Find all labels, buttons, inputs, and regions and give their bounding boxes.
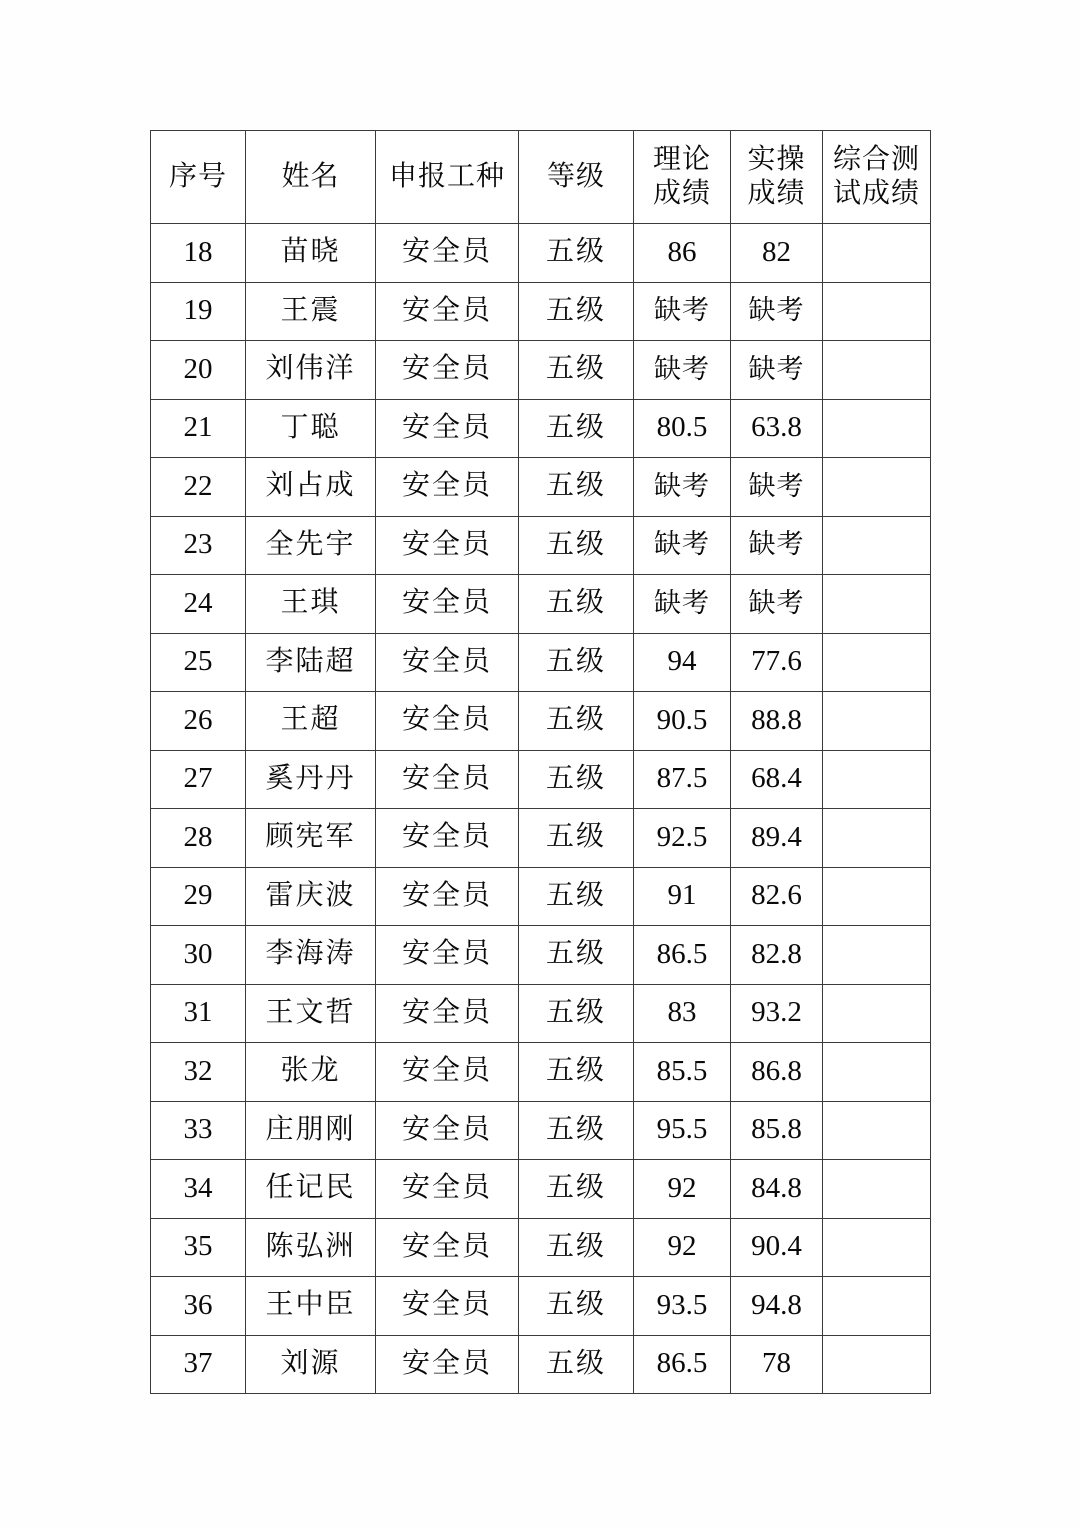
cell-level: 五级: [519, 633, 634, 692]
cell-comp: [823, 1335, 931, 1394]
column-header-practice-line: 实操: [747, 143, 806, 175]
cell-job: 安全员: [376, 341, 519, 400]
cell-job: 安全员: [376, 1043, 519, 1102]
cell-seq: 26: [151, 692, 246, 751]
cell-theory: 95.5: [634, 1101, 731, 1160]
cell-name: 张龙: [246, 1043, 376, 1102]
cell-job: 安全员: [376, 750, 519, 809]
cell-theory: 缺考: [634, 341, 731, 400]
column-header-practice-line: 成绩: [747, 178, 806, 209]
cell-comp: [823, 1043, 931, 1102]
cell-comp: [823, 926, 931, 985]
cell-level: 五级: [519, 1277, 634, 1336]
table-row: [151, 1043, 931, 1102]
column-header-seq: [151, 131, 246, 224]
cell-name: 全先宇: [246, 516, 376, 575]
cell-job: 安全员: [376, 1101, 519, 1160]
column-header-theory-line: 理论: [652, 143, 711, 175]
cell-level: 五级: [519, 1101, 634, 1160]
cell-comp: [823, 1277, 931, 1336]
cell-name: 王超: [246, 692, 376, 751]
column-header-name: [246, 131, 376, 224]
cell-level: 五级: [519, 458, 634, 517]
cell-seq: 19: [151, 282, 246, 341]
cell-practice: 94.8: [731, 1277, 823, 1336]
cell-job: 安全员: [376, 282, 519, 341]
column-header-level-line: 等级: [546, 160, 605, 192]
cell-theory: 缺考: [634, 516, 731, 575]
cell-name: 苗晓: [246, 224, 376, 283]
cell-job: 安全员: [376, 1218, 519, 1277]
cell-level: 五级: [519, 926, 634, 985]
table-row: [151, 926, 931, 985]
cell-comp: [823, 516, 931, 575]
cell-comp: [823, 633, 931, 692]
cell-practice: 88.8: [731, 692, 823, 751]
cell-theory: 94: [634, 633, 731, 692]
table-row: [151, 867, 931, 926]
cell-seq: 31: [151, 984, 246, 1043]
cell-comp: [823, 1160, 931, 1219]
cell-seq: 20: [151, 341, 246, 400]
cell-seq: 22: [151, 458, 246, 517]
cell-name: 庄朋刚: [246, 1101, 376, 1160]
cell-theory: 86.5: [634, 926, 731, 985]
cell-level: 五级: [519, 809, 634, 868]
cell-theory: 80.5: [634, 399, 731, 458]
cell-level: 五级: [519, 1335, 634, 1394]
table-row: [151, 692, 931, 751]
cell-job: 安全员: [376, 633, 519, 692]
table-row: [151, 1160, 931, 1219]
cell-level: 五级: [519, 692, 634, 751]
column-header-practice: [731, 131, 823, 224]
cell-level: 五级: [519, 224, 634, 283]
cell-seq: 35: [151, 1218, 246, 1277]
cell-job: 安全员: [376, 984, 519, 1043]
cell-comp: [823, 1218, 931, 1277]
cell-level: 五级: [519, 1043, 634, 1102]
cell-job: 安全员: [376, 867, 519, 926]
table-row: [151, 516, 931, 575]
table-row: [151, 1101, 931, 1160]
cell-theory: 91: [634, 867, 731, 926]
cell-comp: [823, 867, 931, 926]
cell-job: 安全员: [376, 1277, 519, 1336]
cell-level: 五级: [519, 750, 634, 809]
table-row: [151, 1277, 931, 1336]
cell-seq: 34: [151, 1160, 246, 1219]
cell-name: 雷庆波: [246, 867, 376, 926]
table-row: [151, 575, 931, 634]
cell-name: 王琪: [246, 575, 376, 634]
cell-theory: 83: [634, 984, 731, 1043]
cell-theory: 87.5: [634, 750, 731, 809]
cell-theory: 92: [634, 1218, 731, 1277]
cell-practice: 缺考: [731, 516, 823, 575]
cell-practice: 85.8: [731, 1101, 823, 1160]
cell-name: 丁聪: [246, 399, 376, 458]
column-header-comp-line: 综合测: [832, 143, 920, 175]
cell-job: 安全员: [376, 1160, 519, 1219]
column-header-job-line: 申报工种: [388, 160, 505, 192]
cell-theory: 缺考: [634, 282, 731, 341]
cell-comp: [823, 282, 931, 341]
cell-job: 安全员: [376, 575, 519, 634]
cell-comp: [823, 575, 931, 634]
cell-comp: [823, 458, 931, 517]
cell-job: 安全员: [376, 458, 519, 517]
cell-seq: 30: [151, 926, 246, 985]
cell-level: 五级: [519, 516, 634, 575]
cell-theory: 缺考: [634, 458, 731, 517]
column-header-name-line: 姓名: [281, 160, 340, 192]
score-table-container: [150, 130, 930, 1394]
cell-seq: 27: [151, 750, 246, 809]
column-header-theory-line: 成绩: [652, 178, 711, 209]
cell-name: 王中臣: [246, 1277, 376, 1336]
cell-name: 刘占成: [246, 458, 376, 517]
cell-job: 安全员: [376, 399, 519, 458]
cell-theory: 90.5: [634, 692, 731, 751]
cell-name: 刘伟洋: [246, 341, 376, 400]
table-row: [151, 224, 931, 283]
table-row: [151, 341, 931, 400]
cell-seq: 37: [151, 1335, 246, 1394]
cell-seq: 29: [151, 867, 246, 926]
cell-job: 安全员: [376, 224, 519, 283]
cell-name: 李海涛: [246, 926, 376, 985]
cell-name: 刘源: [246, 1335, 376, 1394]
cell-level: 五级: [519, 282, 634, 341]
header-row: [151, 131, 931, 224]
cell-job: 安全员: [376, 809, 519, 868]
table-row: [151, 809, 931, 868]
cell-seq: 32: [151, 1043, 246, 1102]
cell-name: 任记民: [246, 1160, 376, 1219]
cell-practice: 68.4: [731, 750, 823, 809]
table-row: [151, 1218, 931, 1277]
table-row: [151, 750, 931, 809]
cell-name: 王震: [246, 282, 376, 341]
cell-theory: 86.5: [634, 1335, 731, 1394]
cell-theory: 93.5: [634, 1277, 731, 1336]
cell-theory: 92.5: [634, 809, 731, 868]
cell-seq: 18: [151, 224, 246, 283]
cell-comp: [823, 692, 931, 751]
cell-practice: 缺考: [731, 282, 823, 341]
cell-comp: [823, 399, 931, 458]
column-header-level: [519, 131, 634, 224]
cell-comp: [823, 984, 931, 1043]
cell-level: 五级: [519, 341, 634, 400]
cell-level: 五级: [519, 867, 634, 926]
cell-practice: 82.8: [731, 926, 823, 985]
cell-job: 安全员: [376, 1335, 519, 1394]
table-header: [151, 131, 931, 224]
cell-practice: 82: [731, 224, 823, 283]
cell-comp: [823, 341, 931, 400]
table-row: [151, 1335, 931, 1394]
cell-practice: 77.6: [731, 633, 823, 692]
table-body: [151, 224, 931, 1394]
column-header-comp: [823, 131, 931, 224]
cell-name: 顾宪军: [246, 809, 376, 868]
cell-comp: [823, 809, 931, 868]
column-header-theory: [634, 131, 731, 224]
cell-seq: 23: [151, 516, 246, 575]
cell-practice: 78: [731, 1335, 823, 1394]
cell-comp: [823, 224, 931, 283]
table-row: [151, 458, 931, 517]
cell-seq: 24: [151, 575, 246, 634]
cell-theory: 92: [634, 1160, 731, 1219]
cell-seq: 25: [151, 633, 246, 692]
cell-name: 陈弘洲: [246, 1218, 376, 1277]
cell-job: 安全员: [376, 516, 519, 575]
cell-seq: 33: [151, 1101, 246, 1160]
cell-level: 五级: [519, 984, 634, 1043]
score-table: [150, 130, 931, 1394]
column-header-comp-line: 试成绩: [832, 178, 920, 209]
cell-level: 五级: [519, 399, 634, 458]
cell-job: 安全员: [376, 692, 519, 751]
cell-level: 五级: [519, 1160, 634, 1219]
cell-theory: 85.5: [634, 1043, 731, 1102]
cell-practice: 缺考: [731, 341, 823, 400]
cell-level: 五级: [519, 1218, 634, 1277]
cell-seq: 21: [151, 399, 246, 458]
cell-practice: 89.4: [731, 809, 823, 868]
cell-practice: 90.4: [731, 1218, 823, 1277]
table-row: [151, 399, 931, 458]
cell-job: 安全员: [376, 926, 519, 985]
cell-comp: [823, 1101, 931, 1160]
cell-theory: 86: [634, 224, 731, 283]
cell-practice: 63.8: [731, 399, 823, 458]
cell-seq: 36: [151, 1277, 246, 1336]
cell-name: 奚丹丹: [246, 750, 376, 809]
cell-comp: [823, 750, 931, 809]
cell-practice: 86.8: [731, 1043, 823, 1102]
cell-level: 五级: [519, 575, 634, 634]
cell-practice: 93.2: [731, 984, 823, 1043]
table-row: [151, 633, 931, 692]
cell-practice: 缺考: [731, 458, 823, 517]
cell-theory: 缺考: [634, 575, 731, 634]
column-header-seq-line: 序号: [168, 160, 227, 192]
cell-name: 王文哲: [246, 984, 376, 1043]
table-row: [151, 984, 931, 1043]
cell-name: 李陆超: [246, 633, 376, 692]
cell-practice: 82.6: [731, 867, 823, 926]
cell-practice: 缺考: [731, 575, 823, 634]
cell-seq: 28: [151, 809, 246, 868]
column-header-job: [376, 131, 519, 224]
table-row: [151, 282, 931, 341]
cell-practice: 84.8: [731, 1160, 823, 1219]
